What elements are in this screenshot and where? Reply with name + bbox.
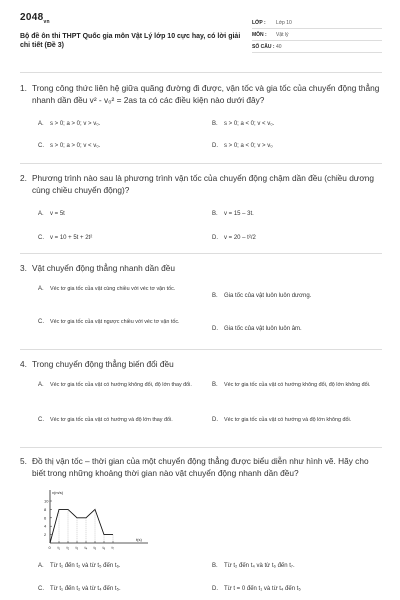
option-letter: B. bbox=[212, 293, 218, 299]
divider bbox=[20, 253, 382, 254]
option-letter: B. bbox=[212, 382, 218, 388]
divider bbox=[20, 447, 382, 448]
meta-value: Lớp 10 bbox=[276, 19, 292, 26]
option-text: Từ t₁ đến t₂ và từ t₅ đến t₆. bbox=[50, 563, 121, 569]
option-letter: A. bbox=[38, 382, 44, 388]
x-tick-label: t₁ bbox=[57, 545, 60, 550]
meta-row-subject bbox=[252, 29, 382, 41]
y-tick-label: 10 bbox=[44, 498, 49, 504]
divider bbox=[20, 163, 382, 164]
option-letter: C. bbox=[38, 235, 44, 241]
question-stem bbox=[20, 262, 382, 274]
question-stem bbox=[20, 455, 382, 479]
option-text: v = 15 – 3t. bbox=[224, 211, 254, 217]
option-c[interactable] bbox=[38, 142, 100, 150]
question-text: Trong công thức liên hệ giữa quãng đường đi được, vận tốc và gia tốc của chuyển động thẳng nhanh dần đều v² - v₀² = 2as ta có các điều kiện nào dưới đây? bbox=[32, 83, 380, 105]
meta-row-count bbox=[252, 41, 382, 53]
option-letter: D. bbox=[212, 235, 218, 241]
y-tick-label: 2 bbox=[44, 532, 47, 538]
document-title: Bộ đề ôn thi THPT Quốc gia môn Vật Lý lớp 10 cực hay, có lời giải chi tiết (Đề 3) bbox=[20, 33, 241, 49]
question-4 bbox=[20, 358, 382, 370]
option-text: Véc tơ gia tốc của vật ngược chiều với véc tơ vận tốc. bbox=[50, 319, 180, 325]
option-d[interactable] bbox=[212, 234, 256, 242]
question-stem bbox=[20, 172, 382, 196]
x-axis-label: t(s) bbox=[136, 537, 142, 542]
option-d[interactable] bbox=[212, 325, 302, 333]
option-text: v = 5t bbox=[50, 211, 65, 217]
option-letter: B. bbox=[212, 121, 218, 127]
option-text: Từ t₁ đến t₂ và từ t₄ đến t₅. bbox=[50, 586, 121, 592]
option-a[interactable] bbox=[38, 120, 100, 128]
question-2 bbox=[20, 172, 382, 196]
question-stem bbox=[20, 358, 382, 370]
option-letter: A. bbox=[38, 211, 44, 217]
graph-layer bbox=[44, 490, 148, 550]
velocity-line bbox=[50, 509, 113, 543]
option-letter: D. bbox=[212, 417, 218, 423]
y-tick-label: 6 bbox=[44, 515, 47, 521]
option-d[interactable] bbox=[212, 585, 301, 593]
question-1 bbox=[20, 82, 382, 106]
x-tick-label: t₇ bbox=[111, 545, 114, 550]
meta-key: MÔN : bbox=[252, 31, 267, 38]
option-c[interactable] bbox=[38, 416, 208, 424]
x-tick-label: 0 bbox=[48, 545, 51, 550]
option-b[interactable] bbox=[212, 562, 295, 570]
y-tick-label: 8 bbox=[44, 506, 47, 512]
option-text: s > 0; a > 0; v > v₀. bbox=[50, 121, 101, 127]
logo-suffix: vn bbox=[43, 19, 50, 25]
question-text: Trong chuyển động thẳng biến đổi đều bbox=[32, 359, 174, 369]
option-b[interactable] bbox=[212, 120, 274, 128]
option-a[interactable] bbox=[38, 381, 208, 389]
divider bbox=[20, 349, 382, 350]
option-b[interactable] bbox=[212, 381, 382, 389]
meta-key: SỐ CÂU : bbox=[252, 43, 275, 50]
option-a[interactable] bbox=[38, 285, 208, 293]
option-d[interactable] bbox=[212, 416, 382, 424]
option-letter: D. bbox=[212, 326, 218, 332]
divider bbox=[20, 72, 382, 73]
meta-value: 40 bbox=[276, 43, 282, 50]
option-text: Véc tơ gia tốc của vật có hướng và độ lớn thay đổi. bbox=[50, 417, 173, 423]
question-number: 1. bbox=[20, 83, 27, 93]
option-text: Véc tơ gia tốc của vật có hướng và độ lớn không đổi. bbox=[224, 417, 352, 423]
question-3 bbox=[20, 262, 382, 274]
option-c[interactable] bbox=[38, 234, 92, 242]
logo-text: 2048 bbox=[20, 12, 44, 23]
option-d[interactable] bbox=[212, 142, 273, 150]
x-tick-label: t₅ bbox=[93, 545, 97, 550]
option-text: Gia tốc của vật luôn luôn âm. bbox=[224, 326, 302, 332]
option-text: s > 0; a < 0; v < v₀. bbox=[224, 121, 275, 127]
option-text: Gia tốc của vật luôn luôn dương. bbox=[224, 293, 312, 299]
question-number: 2. bbox=[20, 173, 27, 183]
option-b[interactable] bbox=[212, 210, 254, 218]
question-number: 4. bbox=[20, 359, 27, 369]
option-text: Từ t = 0 đến t₁ và từ t₄ đến t₅ bbox=[224, 586, 301, 592]
option-letter: C. bbox=[38, 143, 44, 149]
option-a[interactable] bbox=[38, 562, 121, 570]
option-c[interactable] bbox=[38, 585, 121, 593]
option-letter: B. bbox=[212, 211, 218, 217]
question-text: Phương trình nào sau là phương trình vận tốc của chuyển động chậm dần đều (chiều dương cùng chiều chuyển động)? bbox=[32, 173, 375, 195]
question-text: Vật chuyển động thẳng nhanh dần đều bbox=[32, 263, 176, 273]
option-letter: C. bbox=[38, 319, 44, 325]
option-c[interactable] bbox=[38, 318, 208, 326]
option-text: s > 0; a < 0; v > v₀ bbox=[224, 143, 273, 149]
option-text: Véc tơ gia tốc của vật có hướng không đổi, độ lớn không đổi. bbox=[224, 382, 371, 388]
option-text: v = 20 – t²/2 bbox=[224, 235, 256, 241]
meta-row-class bbox=[252, 17, 382, 29]
x-tick-label: t₂ bbox=[66, 545, 70, 550]
option-letter: C. bbox=[38, 586, 44, 592]
option-letter: B. bbox=[212, 563, 218, 569]
y-tick-label: 4 bbox=[44, 523, 47, 529]
question-5 bbox=[20, 455, 382, 479]
velocity-time-graph bbox=[36, 488, 156, 554]
question-text: Đồ thị vận tốc – thời gian của một chuyển động thẳng được biểu diễn như hình vẽ. Hãy cho biết trong những khoảng thời gian nào vật chuyển động nhanh dần đều? bbox=[32, 456, 369, 478]
question-number: 5. bbox=[20, 456, 27, 466]
document-meta bbox=[252, 17, 382, 53]
x-tick-label: t₃ bbox=[75, 545, 79, 550]
option-letter: D. bbox=[212, 586, 218, 592]
option-b[interactable] bbox=[212, 292, 311, 300]
option-letter: A. bbox=[38, 563, 44, 569]
option-text: Véc tơ gia tốc của vật có hướng không đổi, độ lớn thay đổi. bbox=[50, 382, 192, 388]
question-stem bbox=[20, 82, 382, 106]
option-a[interactable] bbox=[38, 210, 65, 218]
x-tick-label: t₆ bbox=[102, 545, 106, 550]
meta-key: LỚP : bbox=[252, 19, 266, 26]
option-text: v = 10 + 5t + 2t² bbox=[50, 235, 93, 241]
option-letter: D. bbox=[212, 143, 218, 149]
option-letter: C. bbox=[38, 417, 44, 423]
option-text: Từ t₂ đến t₄ và từ t₆ đến t₇. bbox=[224, 563, 295, 569]
option-letter: A. bbox=[38, 286, 44, 292]
option-text: s > 0; a > 0; v < v₀. bbox=[50, 143, 101, 149]
option-text: Véc tơ gia tốc của vật cùng chiều với véc tơ vận tốc. bbox=[50, 286, 176, 292]
document-header bbox=[20, 12, 382, 62]
meta-value: Vật lý bbox=[276, 31, 289, 38]
option-letter: A. bbox=[38, 121, 44, 127]
y-axis-label: v(m/s) bbox=[52, 490, 64, 495]
x-tick-label: t₄ bbox=[84, 545, 88, 550]
question-number: 3. bbox=[20, 263, 27, 273]
